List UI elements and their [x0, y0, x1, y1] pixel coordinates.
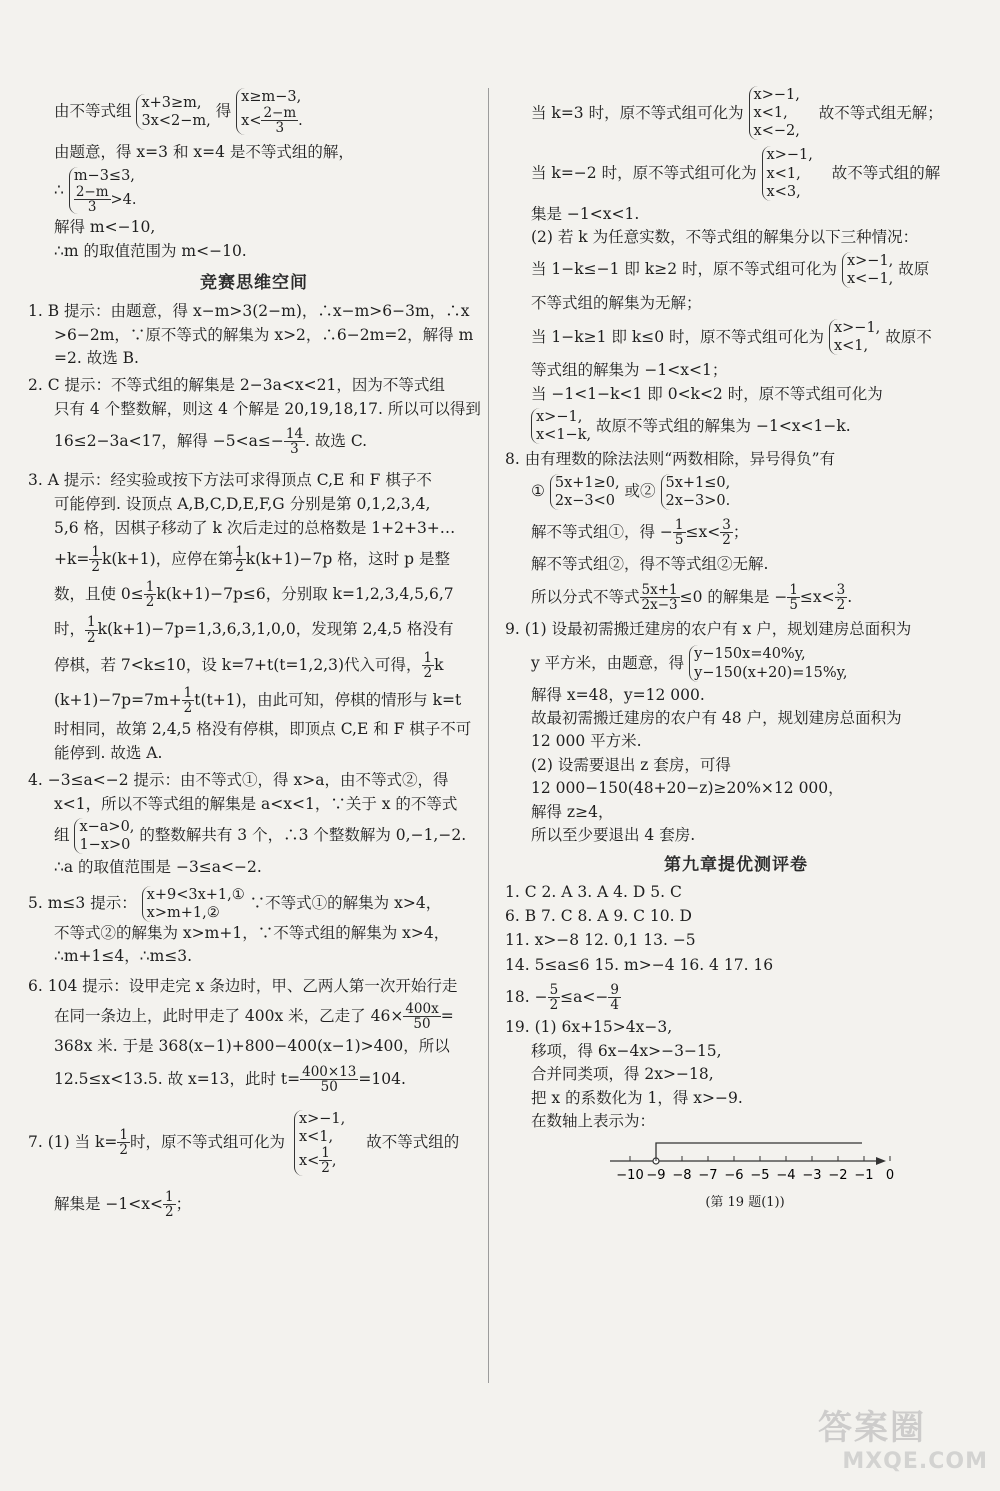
p3: 解得 m<−10, [54, 218, 156, 237]
q6: 6. 104 提示：设甲走完 x 条边时，甲、乙两人第一次开始行走 在同一条边上，此时甲走了 400x 米，乙走了 46× $\frac{400x}{50}$ = 368x 米. 于是 368(x−1)+800−400(x−1)>400，所以 12.5≤x<13.5. 故 x=13，此时 t= $\frac{400\times 13}{50}$ =104. [28, 976, 458, 1095]
q2: 2. C 提示：不等式组的解集是 2−3a<x<21，因为不等式组 只有 4 个整数解，则这 4 个解是 20,19,18,17. 所以可以得到 16≤2−3a<17，解得 −5<a≤− $\frac{14}{3}$ . 故选 C. [28, 376, 481, 458]
watermark-logo: 答案圈 MXQE.COM [818, 1408, 988, 1474]
right-column: 当 k=3 时，原不等式组可化为 x>−1, x<1, x<−2, 故不等式组无解； 当 k=−2 时，原不等式组可化为 x>−1, x<1, x<3, 故不等式组的解 集是 −1<x<1. (2) 若 k 为任意实数，不等式组的解集分以下三种情况： 当 1−k≤−1 即 k≥2 时，原不等式组可化为 x>−1, x<−1, 故原 不等式组的解集为无解； 当 1−k≥1 即 k≤0 时，原不等式组可化为 x>−1, x<1, 故原不 等式组的解集为 −1<x<1； 当 −1<1−k<1 即 0<k<2 时，原不等式组可化为 x>−1, x<1−k, 故原不等式组的解集为 −1<x<1−k. 8. 由有理数的除法法则“两数相除，异号得负”有 ① 5x+1≥0, 2x−3<0 或② 5x+1≤0, 2x−3>0. 解不等式组①，得 − $\frac{1}{5}$ ≤x< $\frac{3}{2}$ ； 解不等式组②，得不等式组②无解. 所以分式不等式 $\frac{5x+1}{2x-3}$ ≤0 的解集是 − $\frac{1}{5}$ ≤x< $\frac{3}{2}$ . 9. (1) 设最初需搬迁建房的农户有 x 户，规划建房总面积为 y 平方米，由题意，得 y−150x=40%y, y−150(x+20)=15%y, 解得 x=48，y=12 000. 故最初需搬迁建房的农户有 48 户，规划建房总面积为 12 000 平方米. (2) 设需要退出 z 套房，可得 12 000−150(48+20−z)≥20%×12 000， 解得 z≥4， 所以至少要退出 4 套房. 第九章提优测评卷 1. C 2. A 3. A 4. D 5. C 6. B 7. C 8. A 9. C 10. D 11. x>−8 12. 0,1 13. −5 14. 5≤a≤6 15. m>−4 16. 4 17. 16 18. − $\frac{5}{2}$ ≤a<− $\frac{9}{4}$ 19. (1) 6x+15>4x−3, 移项，得 6x−4x>−3−15, 合并同类项，得 2x>−18, 把 x 的系数化为 1，得 x>−9. 在数轴上表示为： −10 −9 −8 −7 −6 −5 −4 −3 −2 −1 0 (第 19 题(1)) [505, 80, 967, 1210]
p2: ∴ m−3≤3, $\frac{2-m}{3}$ >4. [54, 167, 137, 216]
answer-key: 1. C 2. A 3. A 4. D 5. C 6. B 7. C 8. A 9. C 10. D 11. x>−8 12. 0,1 13. −5 14. 5≤a≤6 15. m>−4 16. 4 17. 16 18. − $\frac{5}{2}$ ≤a<− $\frac{9}{4}$ 19. (1) 6x+15>4x−3, 移项，得 6x−4x>−3−15, 合并同类项，得 2x>−18, 把 x 的系数化为 1，得 x>−9. 在数轴上表示为： [505, 882, 774, 1130]
q1: 1. B 提示：由题意，得 x−m>3(2−m)，∴x−m>6−3m，∴x >6−2m，∵原不等式的解集为 x>2，∴6−2m=2，解得 m =2. 故选 B. [28, 302, 474, 368]
r1: 当 k=3 时，原不等式组可化为 x>−1, x<1, x<−2, 故不等式组无解； [531, 87, 943, 140]
axis-tick-label: 0 [885, 1168, 895, 1184]
axis-tick-label: −3 [802, 1168, 822, 1184]
p0: 由不等式组 x+3≥m, 3x<2−m, 得 x≥m−3, x< $\frac{2-m}{3}$ . [54, 89, 303, 137]
figure-caption: (第 19 题(1)) [705, 1195, 785, 1211]
axis-tick-label: −10 [616, 1168, 644, 1184]
q5: 5. m≤3 提示： x+9<3x+1,① x>m+1,② ∵不等式①的解集为 x>4， 不等式②的解集为 x>m+1，∵不等式组的解集为 x>4， ∴m+1≤4，∴m≤3. [28, 886, 450, 966]
q3: 3. A 提示：经实验或按下方法可求得顶点 C,E 和 F 棋子不 可能停到. 设顶点 A,B,C,D,E,F,G 分别是第 0,1,2,3,4, 5,6 格，因棋子移动了 k 次后走过的总格数是 1+2+3+… +k= $\frac{1}{2}$ k(k+1)，应停在第 $\frac{1}{2}$ k(k+1)−7p 格，这时 p 是整 数，且使 0≤ $\frac{1}{2}$ k(k+1)−7p≤6，分别取 k=1,2,3,4,5,6,7 时， $\frac{1}{2}$ k(k+1)−7p=1,3,6,3,1,0,0，发现第 2,4,5 格没有 停棋，若 7<k≤10，设 k=7+t(t=1,2,3)代入可得， $\frac{1}{2}$ k (k+1)−7p=7m+ $\frac{1}{2}$ t(t+1)，由此可知，停棋的情形与 k=t 时相同，故第 2,4,5 格没有停棋，即顶点 C,E 和 F 棋子不可 能停到. 故选 A. [28, 470, 472, 762]
p1: 由题意，得 x=3 和 x=4 是不等式组的解， [54, 143, 354, 162]
solution-ray [656, 1143, 862, 1161]
axis-tick-label: −4 [776, 1168, 796, 1184]
number-line [600, 1137, 895, 1187]
axis-tick-label: −5 [750, 1168, 770, 1184]
r2: 当 k=−2 时，原不等式组可化为 x>−1, x<1, x<3, 故不等式组的解 [531, 147, 941, 200]
q8: 8. 由有理数的除法法则“两数相除，异号得负”有 [505, 450, 836, 469]
number-line-figure [600, 1137, 895, 1211]
q4: 4. −3≤a<−2 提示：由不等式①，得 x>a，由不等式②，得 x<1，所以不等式组的解集是 a<x<1，∵关于 x 的不等式 组 x−a>0, 1−x>0 的整数解共有 3 个，∴3 个整数解为 0,−1,−2. ∴a 的取值范围是 −3≤a<−2. [28, 771, 467, 877]
q9: 9. (1) 设最初需搬迁建房的农户有 x 户，规划建房总面积为 [505, 620, 912, 639]
axis-tick-label: −1 [854, 1168, 874, 1184]
column-divider [488, 88, 489, 1383]
axis-tick-label: −7 [698, 1168, 718, 1184]
chapter-heading: 第九章提优测评卷 [664, 855, 808, 876]
system-b: x≥m−3, x< $\frac{2-m}{3}$ . [236, 88, 303, 135]
axis-tick-label: −6 [724, 1168, 744, 1184]
section-heading: 竞赛思维空间 [200, 273, 308, 294]
axis-tick-label: −2 [828, 1168, 848, 1184]
axis-arrow [876, 1157, 886, 1165]
system-a: x+3≥m, 3x<2−m, [136, 94, 210, 130]
axis-tick-label: −9 [646, 1168, 666, 1184]
p4: ∴m 的取值范围为 m<−10. [54, 241, 247, 260]
axis-tick-label: −8 [672, 1168, 692, 1184]
q7: 7. (1) 当 k= $\frac{1}{2}$ 时，原不等式组可化为 x>−1, x<1, x< $\frac{1}{2}$ , 故不等式组的 解集是 −1<x< $\frac{1}{2}$ ； [28, 1110, 460, 1220]
left-column [28, 80, 480, 1219]
